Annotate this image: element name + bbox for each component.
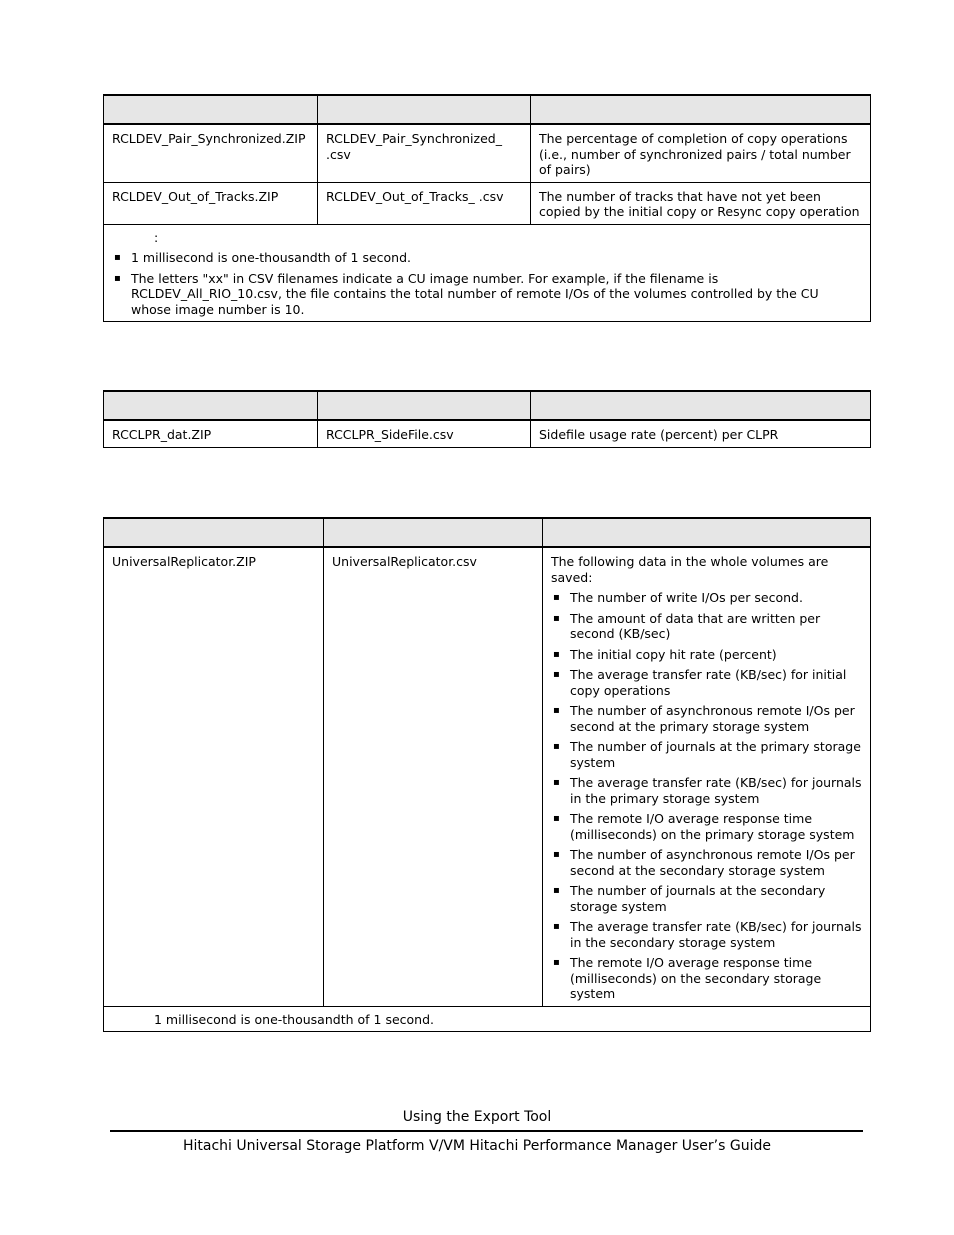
table-row [104, 420, 871, 447]
header-zip-file [104, 391, 318, 420]
export-file-table-rcldev [103, 94, 871, 322]
data-description: Sidefile usage rate (percent) per CLPR [531, 420, 871, 447]
list-item: ▪ The number of journals at the primary storage system [551, 739, 862, 770]
header-csv-file [318, 391, 531, 420]
saved-data-list [551, 590, 862, 1002]
csv-filename: UniversalReplicator.csv [324, 547, 543, 1006]
table-row [104, 182, 871, 224]
list-item: ▪ The number of write I/Os per second. [551, 590, 862, 606]
header-data-saved [531, 391, 871, 420]
footer-guide-title: Hitachi Universal Storage Platform V/VM Hitachi Performance Manager User’s Guide [183, 1138, 771, 1154]
header-data-saved [531, 95, 871, 124]
list-item: ▪ The average transfer rate (KB/sec) for initial copy operations [551, 667, 862, 698]
note-text: 1 millisecond is one-thousandth of 1 second. [154, 1011, 434, 1027]
table-header-row [104, 518, 871, 547]
table-row [104, 124, 871, 182]
list-item: ▪ The remote I/O average response time (milliseconds) on the primary storage system [551, 811, 862, 842]
export-file-table-universal-replicator [103, 517, 871, 1032]
csv-filename: RCLDEV_Out_of_Tracks_ .csv [318, 182, 531, 224]
notes-row [104, 224, 871, 322]
header-csv-file [324, 518, 543, 547]
header-zip-file [104, 518, 324, 547]
table-header-row [104, 391, 871, 420]
footer-section-title: Using the Export Tool [402, 1109, 552, 1125]
notes-list [112, 250, 862, 317]
header-csv-file [318, 95, 531, 124]
list-item: ▪ The amount of data that are written per second (KB/sec) [551, 611, 862, 642]
notes-label: : [154, 229, 159, 245]
list-item: ▪ The number of journals at the secondary storage system [551, 883, 862, 914]
list-item: ▪ The remote I/O average response time (milliseconds) on the secondary storage system [551, 955, 862, 1002]
data-description: The percentage of completion of copy operations (i.e., number of synchronized pairs / total number of pairs) [531, 124, 871, 182]
list-item: ▪ The number of asynchronous remote I/Os per second at the secondary storage system [551, 847, 862, 878]
header-zip-file [104, 95, 318, 124]
zip-filename: RCLDEV_Out_of_Tracks.ZIP [104, 182, 318, 224]
list-item: ▪ The number of asynchronous remote I/Os per second at the primary storage system [551, 703, 862, 734]
note-item: ▪ The letters "xx" in CSV filenames indicate a CU image number. For example, if the filename is RCLDEV_All_RIO_10.csv, the file contains the total number of remote I/Os of the volumes controlled by the CU whose image number is 10. [112, 271, 862, 318]
list-item: ▪ The average transfer rate (KB/sec) for journals in the primary storage system [551, 775, 862, 806]
data-description [543, 547, 871, 1006]
notes-cell [104, 1006, 871, 1032]
csv-filename: RCCLPR_SideFile.csv [318, 420, 531, 447]
note-item: ▪ 1 millisecond is one-thousandth of 1 second. [112, 250, 862, 266]
notes-row [104, 1006, 871, 1032]
list-item: ▪ The initial copy hit rate (percent) [551, 647, 862, 663]
description-intro: The following data in the whole volumes are saved: [551, 554, 829, 585]
table-row [104, 547, 871, 1006]
table-header-row [104, 95, 871, 124]
data-description: The number of tracks that have not yet been copied by the initial copy or Resync copy operation [531, 182, 871, 224]
csv-filename: RCLDEV_Pair_Synchronized_ .csv [318, 124, 531, 182]
header-data-saved [543, 518, 871, 547]
export-file-table-rcclpr [103, 390, 871, 448]
list-item: ▪ The average transfer rate (KB/sec) for journals in the secondary storage system [551, 919, 862, 950]
notes-cell [104, 224, 871, 322]
zip-filename: UniversalReplicator.ZIP [104, 547, 324, 1006]
zip-filename: RCLDEV_Pair_Synchronized.ZIP [104, 124, 318, 182]
footer-divider [110, 1130, 863, 1132]
zip-filename: RCCLPR_dat.ZIP [104, 420, 318, 447]
